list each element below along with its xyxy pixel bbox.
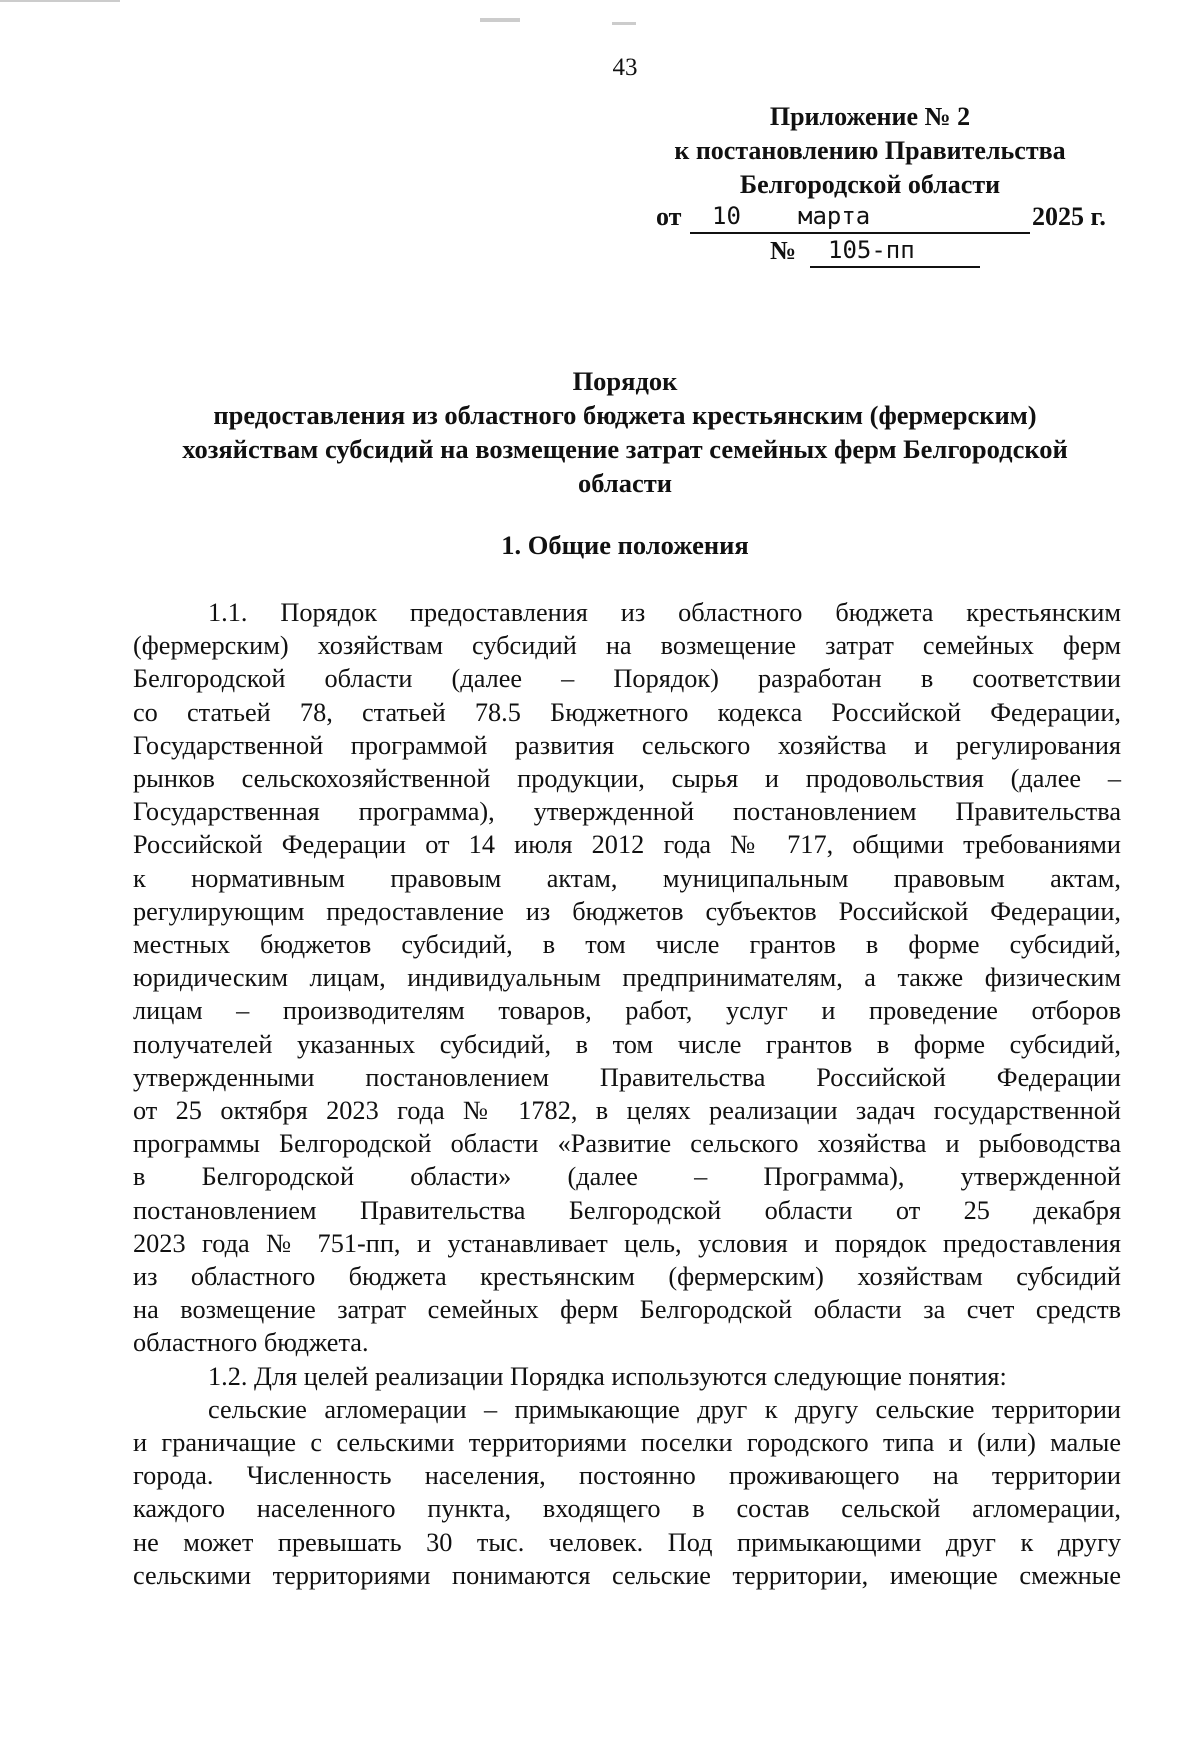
paragraph xyxy=(133,1393,1121,1592)
scan-artifact xyxy=(612,22,636,25)
text-line: программы Белгородской области «Развитие сельского хозяйства и рыбоводства xyxy=(133,1129,1121,1159)
scan-artifact xyxy=(480,18,520,22)
text-line: и граничащие с сельскими территориями поселки городского типа и (или) малые xyxy=(133,1428,1121,1458)
text-line: постановлением Правительства Белгородской области от 25 декабря xyxy=(133,1195,1121,1225)
text-line: не может превышать 30 тыс. человек. Под примыкающими друг к другу xyxy=(133,1527,1121,1557)
date-year: 2025 г. xyxy=(1032,202,1106,231)
number-fill-line xyxy=(810,236,980,268)
text-line: на возмещение затрат семейных ферм Белгородской области за счет средств xyxy=(133,1295,1121,1325)
title-line: области xyxy=(577,468,672,498)
appendix-reference: к постановлению Правительства xyxy=(674,136,1066,165)
page-number: 43 xyxy=(612,54,638,81)
decree-number xyxy=(770,236,990,270)
body-text xyxy=(133,596,1121,1592)
text-line: в Белгородской области» (далее – Программа), утвержденной xyxy=(133,1162,1121,1192)
text-line: местных бюджетов субсидий, в том числе грантов в форме субсидий, xyxy=(133,930,1121,960)
text-line: 1.1. Порядок предоставления из областного бюджета крестьянским xyxy=(208,598,1121,627)
text-line: Российской Федерации от 14 июля 2012 года № 717, общими требованиями xyxy=(133,830,1121,860)
text-line: к нормативным правовым актам, муниципальным правовым актам, xyxy=(133,863,1121,893)
section-heading: 1. Общие положения xyxy=(501,530,749,560)
text-line: от 25 октября 2023 года № 1782, в целях реализации задач государственной xyxy=(133,1096,1121,1126)
paragraph xyxy=(133,596,1121,1360)
text-line: регулирующим предоставление из бюджетов субъектов Российской Федерации, xyxy=(133,896,1121,926)
number-sign: № xyxy=(770,236,797,265)
text-line: со статьей 78, статьей 78.5 Бюджетного кодекса Российской Федерации, xyxy=(133,697,1121,727)
date-month: марта xyxy=(798,202,871,230)
text-line: Государственной программой развития сельского хозяйства и регулирования xyxy=(133,730,1121,760)
text-line: 1.2. Для целей реализации Порядка используются следующие понятия: xyxy=(208,1361,1007,1391)
number-value: 105-пп xyxy=(828,236,915,264)
text-line: каждого населенного пункта, входящего в состав сельской агломерации, xyxy=(133,1494,1121,1524)
title-line: предоставления из областного бюджета крестьянским (фермерским) xyxy=(213,400,1037,430)
decree-date xyxy=(656,202,1126,238)
text-line: рынков сельскохозяйственной продукции, сырья и продовольствия (далее – xyxy=(133,764,1121,794)
document-title xyxy=(130,364,1120,500)
text-line: из областного бюджета крестьянским (фермерским) хозяйствам субсидий xyxy=(133,1262,1121,1292)
text-line: Белгородской области (далее – Порядок) разработан в соответствии xyxy=(133,664,1121,694)
text-line: сельскими территориями понимаются сельские территории, имеющие смежные xyxy=(133,1560,1121,1590)
text-line: 2023 года № 751-пп, и устанавливает цель, условия и порядок предоставления xyxy=(133,1228,1121,1258)
date-fill-line xyxy=(690,202,1030,234)
text-line: (фермерским) хозяйствам субсидий на возмещение затрат семейных ферм xyxy=(133,631,1121,661)
text-line: получателей указанных субсидий, в том числе грантов в форме субсидий, xyxy=(133,1029,1121,1059)
appendix-region: Белгородской области xyxy=(739,170,1001,199)
appendix-header xyxy=(620,100,1120,202)
text-line: лицам – производителям товаров, работ, услуг и проведение отборов xyxy=(133,996,1121,1026)
date-prefix: от xyxy=(656,202,682,231)
title-line: хозяйствам субсидий на возмещение затрат семейных ферм Белгородской xyxy=(182,434,1068,464)
text-line: юридическим лицам, индивидуальным предпринимателям, а также физическим xyxy=(133,963,1121,993)
text-line: Государственная программа), утвержденной постановлением Правительства xyxy=(133,797,1121,827)
scan-artifact xyxy=(0,0,120,2)
date-day: 10 xyxy=(712,202,741,230)
appendix-title: Приложение № 2 xyxy=(769,102,971,131)
paragraph xyxy=(133,1360,1121,1393)
text-line: города. Численность населения, постоянно проживающего на территории xyxy=(133,1461,1121,1491)
text-line: утвержденными постановлением Правительства Российской Федерации xyxy=(133,1062,1121,1092)
text-line: областного бюджета. xyxy=(133,1328,369,1358)
title-line: Порядок xyxy=(572,366,678,396)
text-line: сельские агломерации – примыкающие друг к другу сельские территории xyxy=(208,1394,1121,1424)
